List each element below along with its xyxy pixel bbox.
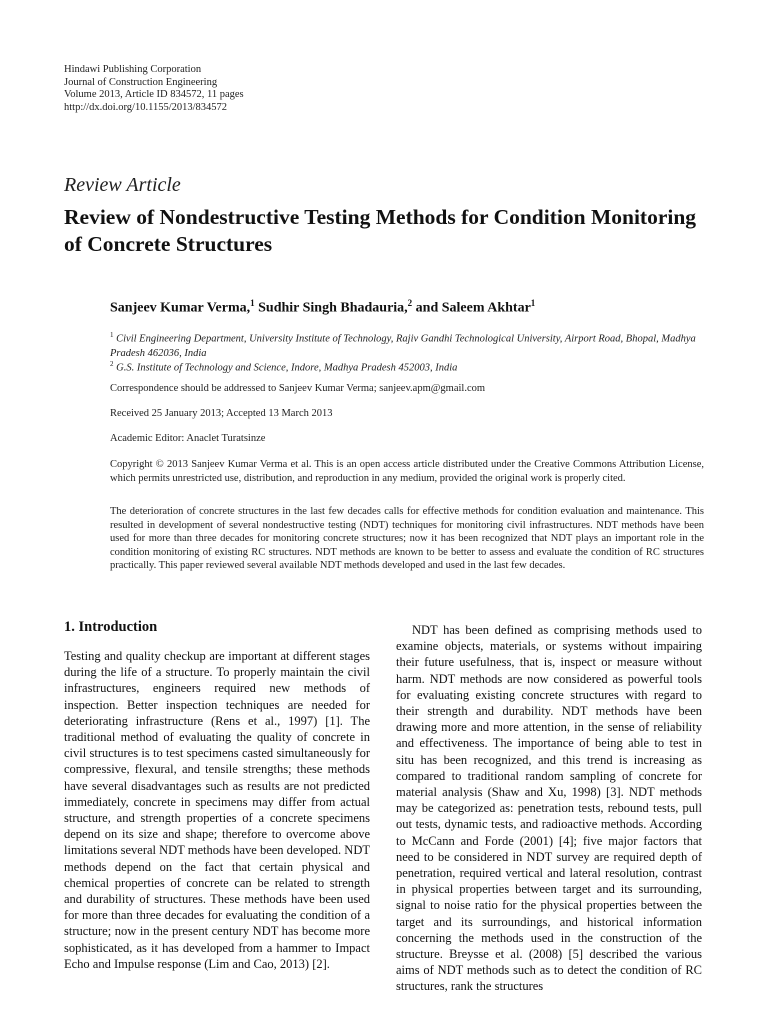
- academic-editor: Academic Editor: Anaclet Turatsinze: [110, 433, 266, 444]
- correspondence: Correspondence should be addressed to Sanjeev Kumar Verma; sanjeev.apm@gmail.com: [110, 383, 486, 394]
- doi-link[interactable]: http://dx.doi.org/10.1155/2013/834572: [64, 101, 228, 113]
- journal-name: Journal of Construction Engineering: [64, 76, 218, 88]
- affiliation-1: [110, 328, 710, 361]
- affiliation-text: Civil Engineering Department, University Institute of Technology, Rajiv Gandhi Technological University, Airport Road, Bhopal, Madhya Pradesh 462036, India: [110, 333, 696, 359]
- section-heading: 1. Introduction: [64, 619, 158, 635]
- received-accepted-dates: Received 25 January 2013; Accepted 13 March 2013: [110, 408, 333, 419]
- copyright-notice: Copyright © 2013 Sanjeev Kumar Verma et al. This is an open access article distributed under the Creative Commons Attribution License, which permits unrestricted use, distribution, and reproduction in any medium, provided the original work is properly cited.: [110, 459, 704, 484]
- author-list: [110, 298, 535, 317]
- author-name: Sudhir Singh Bhadauria,: [258, 300, 408, 316]
- journal-info: [64, 64, 244, 114]
- publisher-name: Hindawi Publishing Corporation: [64, 64, 202, 75]
- body-column-right: [396, 622, 702, 995]
- paper-title: Review of Nondestructive Testing Methods for Condition Monitoring of Concrete Structures: [64, 205, 697, 256]
- body-paragraph: Testing and quality checkup are important at different stages during the life of a structure. To properly maintain the civil infrastructures, engineers required new methods of inspection. Better inspection techniques are needed for deteriorating infrastructure (Rens et al., 1997) [1]. The traditional method of evaluating the quality of concrete in civil structures is to test specimens casted simultaneously for compressive, flexural, and tensile strengths; these methods have several disadvantages such as results are not predicted immediately, concrete in specimens may differ from actual structure, and strength properties of a concrete specimens depend on its size and shape; therefore to overcome above limitations several NDT methods have been developed. NDT methods depend on the fact that certain physical and chemical properties of concrete can be related to strength and durability of structures. These methods have been used for more than three decades for evaluating the condition of a structure; now in the present century NDT has become more sophisticated, as it has developed from a hammer to Impact Echo and Impulse response (Lim and Cao, 2013) [2].: [64, 649, 370, 971]
- article-type: Review Article: [64, 174, 181, 196]
- affiliation-marker: 1: [110, 331, 114, 339]
- author-name: Sanjeev Kumar Verma,: [110, 300, 251, 316]
- abstract: The deterioration of concrete structures in the last few decades calls for effective methods for condition evaluation and maintenance. This resulted in development of several nondestructive testing (NDT) techniques for monitoring civil infrastructures. NDT methods have been used for more than three decades for monitoring concrete structures; now it has been recognized that NDT plays an important role in the condition monitoring of existing RC structures. NDT methods are known to be better to assess and evaluate the condition of RC structures practically. This paper reviewed several available NDT methods developed and used in the last few decades.: [110, 506, 704, 572]
- volume-info: Volume 2013, Article ID 834572, 11 pages: [64, 89, 244, 100]
- body-column-left: [64, 648, 370, 972]
- affiliation-marker: 1: [250, 298, 255, 308]
- body-paragraph: NDT has been defined as comprising methods used to examine objects, materials, or systems without impairing their future usefulness, that is, inspect or measure without harm. NDT methods are now considered as powerful tools for evaluating existing concrete structures with regard to their strength and durability. NDT methods have been drawing more and more attention, in the sense of reliability and effectiveness. The importance of being able to test in situ has been recognized, and this trend is increasing as compared to traditional random sampling of concrete for material analysis (Shaw and Xu, 1998) [3]. NDT methods may be categorized as: penetration tests, rebound tests, pull out tests, dynamic tests, and radioactive methods. According to McCann and Forde (2001) [4]; five major factors that need to be considered in NDT survey are required depth of penetration, required vertical and lateral resolution, contrast in physical properties between target and its surrounding, signal to noise ratio for the physical properties between the target and its surroundings, and historical information concerning the methods used in the construction of the structure. Breysse et al. (2008) [5] described the various aims of NDT methods such as to detect the condition of RC structures, rank the structures: [396, 623, 702, 994]
- affiliation-marker: 1: [530, 298, 536, 308]
- affiliation-marker: 2: [407, 298, 413, 308]
- author-name: and Saleem Akhtar: [415, 300, 531, 316]
- affiliation-2: [110, 357, 710, 376]
- affiliation-marker: 2: [110, 360, 114, 368]
- affiliation-text: G.S. Institute of Technology and Science, Indore, Madhya Pradesh 452003, India: [116, 362, 458, 374]
